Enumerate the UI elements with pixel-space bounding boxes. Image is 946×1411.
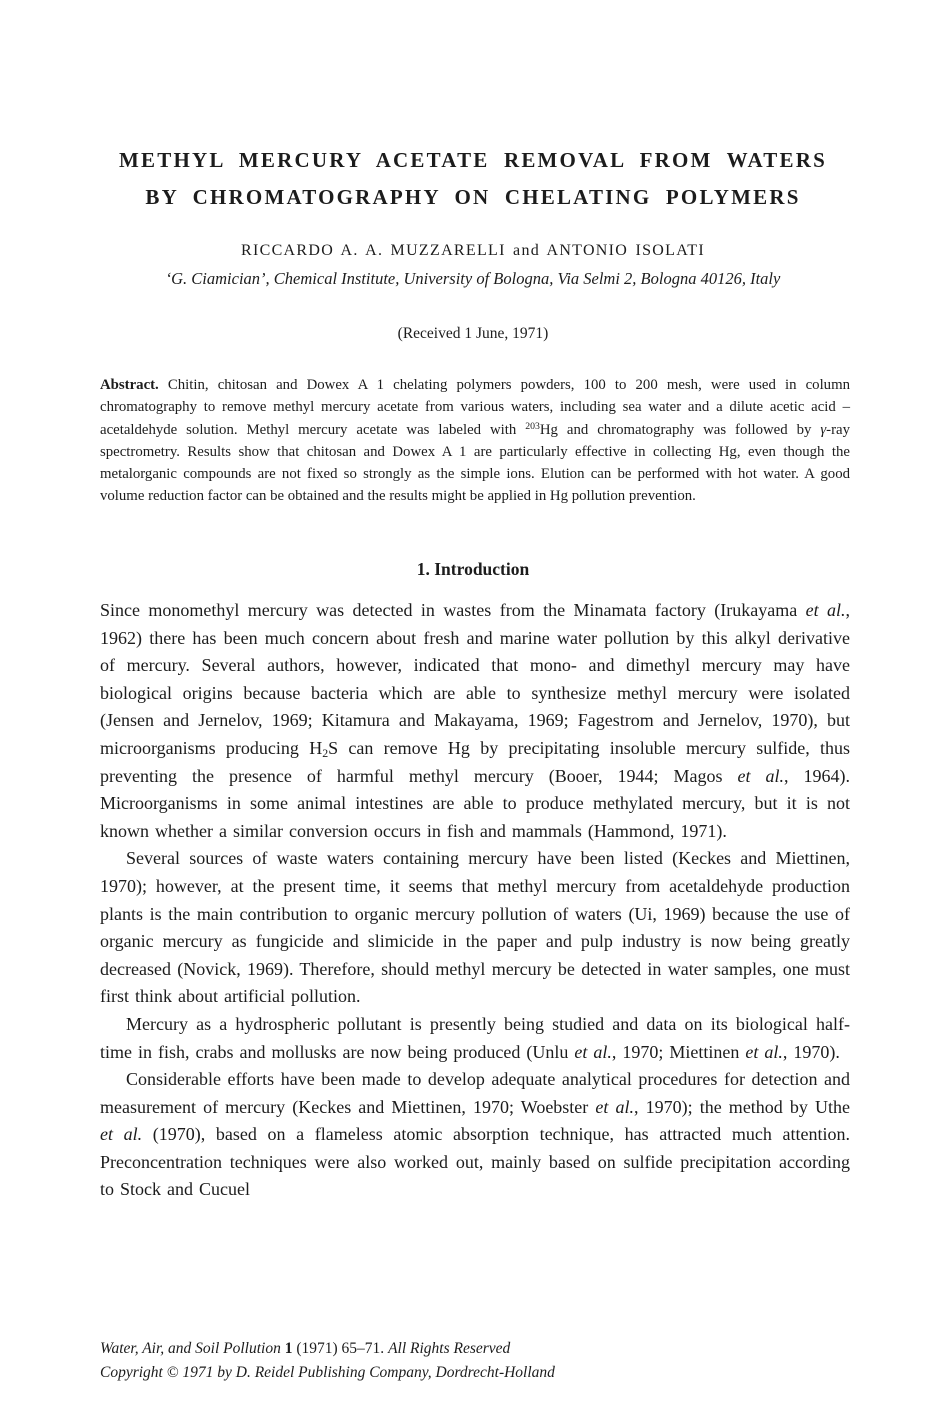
affiliation-line: ‘G. Ciamician’, Chemical Institute, University of Bologna, Via Selmi 2, Bologna 40126, Italy	[165, 269, 781, 288]
body-paragraph-2: Several sources of waste waters containing mercury have been listed (Keckes and Miettinen, 1970); however, at the present time, it seems that methyl mercury from acetaldehyde production plants is the main contribution to organic mercury pollution of waters (Ui, 1969) because the use of organic mercury as fungicide and slimicide in the paper and pulp industry is now being greatly decreased (Novick, 1969). Therefore, should methyl mercury be detected in water samples, one must first think about artificial pollution.	[100, 848, 850, 1007]
paper-title-line-1: METHYL MERCURY ACETATE REMOVAL FROM WATERS	[119, 148, 827, 172]
body-paragraph-4: Considerable efforts have been made to develop adequate analytical procedures for detection and measurement of mercury (Keckes and Miettinen, 1970; Woebster et al., 1970); the method by Uthe et al. (1970), based on a flameless atomic absorption technique, has attracted much attention. Preconcentration techniques were also worked out, mainly based on sulfide precipitation according to Stock and Cucuel	[100, 1069, 851, 1200]
introduction-body	[100, 597, 850, 1204]
paper-title-line-2: BY CHROMATOGRAPHY ON CHELATING POLYMERS	[145, 185, 801, 209]
paper-footer	[100, 1337, 880, 1384]
authors-line: RICCARDO A. A. MUZZARELLI and ANTONIO ISOLATI	[241, 242, 705, 259]
body-paragraph-3: Mercury as a hydrospheric pollutant is presently being studied and data on its biological half-time in fish, crabs and mollusks are now being produced (Unlu et al., 1970; Miettinen et al., 1970).	[100, 1013, 850, 1062]
footer-citation-line: Water, Air, and Soil Pollution 1 (1971) 65–71. All Rights Reserved	[100, 1340, 511, 1357]
footer-copyright-line: Copyright © 1971 by D. Reidel Publishing Company, Dordrecht-Holland	[100, 1363, 555, 1381]
abstract-paragraph: Abstract. Chitin, chitosan and Dowex A 1 chelating polymers powders, 100 to 200 mesh, were used in column chromatography to remove methyl mercury acetate from various waters, including sea water and a dilute acetic acid – acetaldehyde solution. Methyl mercury acetate was labeled with $^{203}$Hg and chromatography was followed by γ-ray spectrometry. Results show that chitosan and Dowex A 1 are particularly effective in collecting Hg, even though the metalorganic compounds are not fixed so strongly as the simple ions. Elution can be performed with hot water. A good volume reduction factor can be obtained and the results might be applied in Hg pollution prevention.	[100, 377, 850, 505]
body-paragraph-1: Since monomethyl mercury was detected in wastes from the Minamata factory (Irukayama et al., 1962) there has been much concern about fresh and marine water pollution by this alkyl derivative of mercury. Several authors, however, indicated that mono- and dimethyl mercury may have biological origins because bacteria which are able to synthesize methyl mercury were isolated (Jensen and Jernelov, 1969; Kitamura and Makayama, 1969; Fagestrom and Jernelov, 1970), but microorganisms producing $H_2S$ can remove Hg by precipitating insoluble mercury sulfide, thus preventing the presence of harmful methyl mercury (Booer, 1944; Magos et al., 1964). Microorganisms in some animal intestines are able to produce methylated mercury, but it is not known whether a similar conversion occurs in fish and mammals (Hammond, 1971).	[100, 600, 851, 841]
paper-header	[0, 142, 946, 343]
received-date: (Received 1 June, 1971)	[397, 325, 549, 342]
paper-title	[0, 142, 946, 216]
section-heading-introduction: 1. Introduction	[416, 559, 530, 579]
